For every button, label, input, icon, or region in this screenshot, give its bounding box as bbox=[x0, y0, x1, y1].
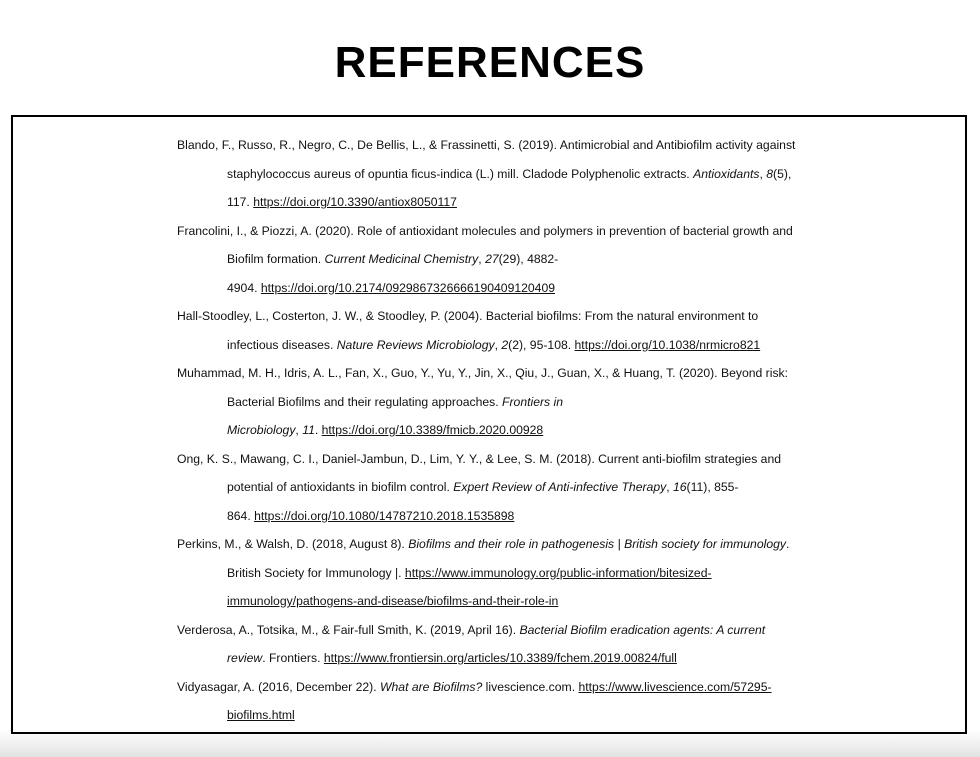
reference-text: , bbox=[759, 166, 767, 181]
reference-text: . bbox=[785, 537, 790, 551]
reference-list bbox=[177, 131, 817, 730]
reference-line bbox=[177, 559, 817, 588]
reference-line bbox=[177, 473, 817, 502]
reference-text: Vidyasagar, A. (2016, December 22). bbox=[177, 679, 381, 694]
reference-line bbox=[177, 217, 817, 246]
references-box bbox=[11, 115, 967, 734]
reference-text: , bbox=[666, 480, 673, 494]
web-link[interactable]: biofilms.html bbox=[227, 708, 295, 722]
reference-line bbox=[177, 188, 817, 217]
reference-text: . bbox=[314, 423, 322, 437]
reference-item-francolini bbox=[177, 217, 817, 303]
reference-item-vidyasagar bbox=[177, 673, 817, 730]
reference-text: Verderosa, A., Totsika, M., & Fair-full Smith, K. (2019, April 16). bbox=[177, 622, 520, 637]
reference-line bbox=[177, 644, 817, 673]
volume-number: 11 bbox=[302, 423, 315, 437]
reference-text: , bbox=[295, 423, 303, 437]
web-link[interactable]: immunology/pathogens-and-disease/biofilms-and-their-role-in bbox=[227, 594, 559, 608]
volume-number: 27 bbox=[485, 252, 499, 266]
journal-name: Nature Reviews Microbiology bbox=[336, 337, 495, 352]
journal-name: Antioxidants bbox=[693, 166, 760, 181]
web-link[interactable]: https://www.frontiersin.org/articles/10.3389/fchem.2019.00824/full bbox=[323, 651, 677, 665]
reference-text: staphylococcus aureus of opuntia ficus-indica (L.) mill. Cladode Polyphenolic extracts. bbox=[227, 166, 694, 181]
reference-text: Perkins, M., & Walsh, D. (2018, August 8). bbox=[177, 537, 409, 551]
reference-item-ong bbox=[177, 445, 817, 531]
reference-text: potential of antioxidants in biofilm control. bbox=[227, 480, 454, 494]
reference-text: Francolini, I., & Piozzi, A. (2020). Role of antioxidant molecules and polymers in prevention of bacterial growth and bbox=[177, 223, 793, 238]
reference-text: Bacterial Biofilms and their regulating approaches. bbox=[227, 394, 503, 409]
journal-name: Expert Review of Anti-infective Therapy bbox=[453, 480, 667, 494]
reference-line bbox=[177, 274, 817, 303]
reference-line bbox=[177, 701, 817, 730]
reference-text: , bbox=[478, 252, 486, 266]
web-link[interactable]: https://www.livescience.com/57295- bbox=[578, 679, 772, 694]
reference-line bbox=[177, 160, 817, 189]
reference-text: Ong, K. S., Mawang, C. I., Daniel-Jambun, D., Lim, Y. Y., & Lee, S. M. (2018). Current anti-biofilm strategies and bbox=[177, 451, 782, 466]
reference-text: 864. bbox=[227, 508, 255, 523]
reference-line bbox=[177, 331, 817, 360]
reference-text: 117. bbox=[227, 195, 254, 209]
reference-item-verderosa bbox=[177, 616, 817, 673]
reference-line bbox=[177, 416, 817, 445]
reference-text: , bbox=[494, 337, 502, 352]
reference-text: 4904. bbox=[227, 280, 261, 295]
doi-link[interactable]: https://doi.org/10.1038/nrmicro821 bbox=[574, 337, 761, 352]
reference-line bbox=[177, 587, 817, 616]
reference-text: (2), 95-108. bbox=[508, 337, 575, 352]
reference-text: (29), 4882- bbox=[498, 252, 559, 266]
reference-line bbox=[177, 388, 817, 417]
page-title: REFERENCES bbox=[334, 38, 646, 87]
volume-number: 16 bbox=[672, 480, 687, 494]
reference-line bbox=[177, 502, 817, 531]
article-title: review bbox=[227, 651, 263, 665]
reference-line bbox=[177, 359, 817, 388]
reference-text: (5), bbox=[773, 166, 792, 181]
reference-item-hall-stoodley bbox=[177, 302, 817, 359]
reference-text: Hall-Stoodley, L., Costerton, J. W., & Stoodley, P. (2004). Bacterial biofilms: From the natural environment to bbox=[177, 309, 759, 323]
reference-text: (11), 855- bbox=[686, 480, 739, 494]
doi-link[interactable]: https://doi.org/10.3390/antiox8050117 bbox=[253, 195, 457, 209]
reference-text: . Frontiers. bbox=[262, 651, 324, 665]
reference-line bbox=[177, 616, 817, 645]
reference-text: Biofilm formation. bbox=[227, 252, 325, 266]
reference-line bbox=[177, 131, 817, 160]
doi-link[interactable]: https://doi.org/10.1080/14787210.2018.1535898 bbox=[254, 508, 515, 523]
reference-item-blando bbox=[177, 131, 817, 217]
reference-text: Muhammad, M. H., Idris, A. L., Fan, X., Guo, Y., Yu, Y., Jin, X., Qiu, J., Guan, X., & Huang, T. (2020). Beyond risk: bbox=[177, 366, 789, 380]
volume-number: 2 bbox=[501, 337, 509, 352]
reference-line bbox=[177, 245, 817, 274]
reference-text: Blando, F., Russo, R., Negro, C., De Bellis, L., & Frassinetti, S. (2019). Antimicrobial and Antibiofilm activity against bbox=[177, 138, 796, 152]
journal-name: Current Medicinal Chemistry bbox=[324, 252, 479, 266]
reference-text: livescience.com. bbox=[482, 679, 579, 694]
article-title: Bacterial Biofilm eradication agents: A current bbox=[519, 622, 766, 637]
reference-text: British Society for Immunology |. bbox=[227, 565, 405, 580]
reference-line bbox=[177, 445, 817, 474]
article-title: What are Biofilms? bbox=[380, 679, 483, 694]
reference-text: infectious diseases. bbox=[227, 337, 337, 352]
journal-name: Microbiology bbox=[227, 423, 296, 437]
journal-name: Frontiers in bbox=[502, 394, 564, 409]
doi-link[interactable]: https://doi.org/10.2174/0929867326666190409120409 bbox=[260, 280, 556, 295]
article-title: Biofilms and their role in pathogenesis | British society for immunology bbox=[408, 537, 786, 551]
web-link[interactable]: https://www.immunology.org/public-information/bitesized- bbox=[404, 565, 712, 580]
doi-link[interactable]: https://doi.org/10.3389/fmicb.2020.00928 bbox=[321, 423, 544, 437]
reference-line bbox=[177, 302, 817, 331]
reference-item-perkins bbox=[177, 530, 817, 616]
reference-line bbox=[177, 530, 817, 559]
volume-number: 8 bbox=[766, 166, 774, 181]
reference-line bbox=[177, 673, 817, 702]
reference-item-muhammad bbox=[177, 359, 817, 445]
